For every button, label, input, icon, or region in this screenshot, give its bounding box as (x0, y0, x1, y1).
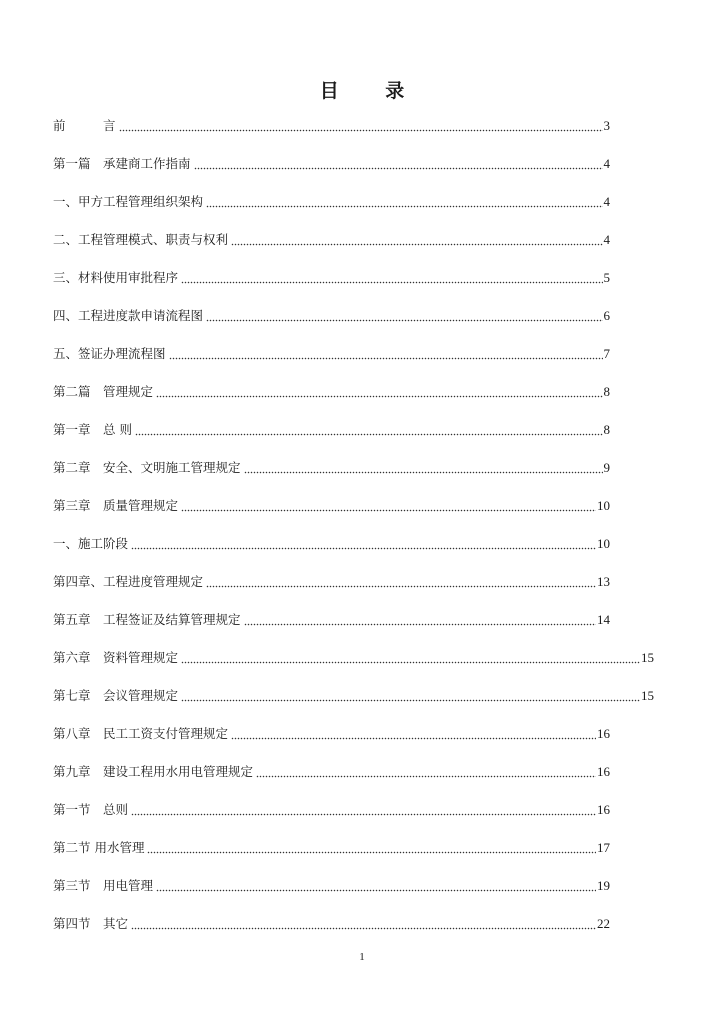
toc-dot-leader (206, 572, 596, 592)
toc-dot-leader (181, 496, 596, 516)
toc-entry[interactable] (53, 800, 610, 820)
toc-entry-page: 3 (603, 118, 610, 133)
toc-entry-label: 第二节 用水管理 (53, 840, 145, 855)
toc-dot-leader (135, 420, 603, 440)
toc-entry[interactable] (53, 268, 610, 288)
toc-dot-leader (244, 610, 596, 630)
toc-entry-label: 第四章、工程进度管理规定 (53, 574, 204, 589)
toc-entry[interactable] (53, 572, 610, 592)
toc-dot-leader (156, 876, 596, 896)
toc-entry-page: 16 (597, 764, 610, 779)
toc-entry-label: 第一节 总则 (53, 802, 129, 817)
toc-dot-leader (131, 800, 596, 820)
toc-entry-page: 4 (603, 194, 610, 209)
toc-entry[interactable] (53, 306, 610, 326)
toc-entry-page: 6 (603, 308, 610, 323)
toc-entry-label: 第六章 资料管理规定 (53, 650, 179, 665)
toc-entry-label: 前 言 (53, 118, 116, 133)
toc-entry[interactable] (53, 420, 610, 440)
toc-dot-leader (131, 534, 596, 554)
toc-entry[interactable] (53, 610, 610, 630)
toc-dot-leader (256, 762, 596, 782)
toc-entry-label: 一、甲方工程管理组织架构 (53, 194, 204, 209)
toc-entry-label: 第七章 会议管理规定 (53, 688, 179, 703)
toc-dot-leader (156, 382, 602, 402)
toc-entry-page: 8 (603, 384, 610, 399)
page-title: 目 录 (319, 80, 425, 102)
toc-entry-label: 第三节 用电管理 (53, 878, 154, 893)
toc-entry[interactable] (53, 724, 610, 744)
toc-entry-label: 第二篇 管理规定 (53, 384, 154, 399)
toc-entry[interactable] (53, 914, 610, 934)
toc-dot-leader (181, 268, 602, 288)
toc-dot-leader (206, 306, 602, 326)
toc-entry-label: 五、签证办理流程图 (53, 346, 166, 361)
toc-entry-label: 三、材料使用审批程序 (53, 270, 179, 285)
toc-entry[interactable] (53, 686, 654, 706)
toc-dot-leader (181, 686, 640, 706)
toc-entry-page: 17 (597, 840, 610, 855)
toc-entry[interactable] (53, 496, 610, 516)
toc-entry-label: 第四节 其它 (53, 916, 129, 931)
toc-entry-label: 第三章 质量管理规定 (53, 498, 179, 513)
toc-dot-leader (119, 116, 603, 136)
toc-entry[interactable] (53, 876, 610, 896)
toc-entry-page: 10 (597, 536, 610, 551)
toc-entry-label: 第一篇 承建商工作指南 (53, 156, 191, 171)
toc-entry-label: 第一章 总 则 (53, 422, 132, 437)
toc-entry-page: 16 (597, 802, 610, 817)
toc-entry-page: 9 (603, 460, 610, 475)
toc-entry-page: 15 (641, 688, 654, 703)
toc-entry-label: 第九章 建设工程用水用电管理规定 (53, 764, 254, 779)
toc-entry-label: 一、施工阶段 (53, 536, 129, 551)
toc-entry-label: 二、工程管理模式、职责与权利 (53, 232, 229, 247)
toc-entry[interactable] (53, 648, 654, 668)
toc-entry-page: 10 (597, 498, 610, 513)
toc-entry-label: 第八章 民工工资支付管理规定 (53, 726, 229, 741)
page-number: 1 (359, 951, 365, 963)
toc-entry[interactable] (53, 762, 610, 782)
toc-dot-leader (231, 724, 596, 744)
toc-entry[interactable] (53, 230, 610, 250)
toc-entry-page: 19 (597, 878, 610, 893)
toc-entry[interactable] (53, 116, 610, 136)
toc-dot-leader (194, 154, 603, 174)
toc-entry-page: 7 (603, 346, 610, 361)
toc-entry-page: 15 (641, 650, 654, 665)
toc-entry-page: 13 (597, 574, 610, 589)
toc-entry[interactable] (53, 838, 610, 858)
toc-entry[interactable] (53, 192, 610, 212)
toc-entry[interactable] (53, 344, 610, 364)
toc-entry-label: 第二章 安全、文明施工管理规定 (53, 460, 241, 475)
toc-entry-page: 5 (603, 270, 610, 285)
toc-entry-page: 4 (603, 156, 610, 171)
toc-dot-leader (181, 648, 640, 668)
toc-entry-page: 22 (597, 916, 610, 931)
toc-entry[interactable] (53, 154, 610, 174)
toc-dot-leader (244, 458, 603, 478)
toc-dot-leader (131, 914, 596, 934)
toc-entry[interactable] (53, 382, 610, 402)
toc-dot-leader (231, 230, 602, 250)
toc-entry-label: 四、工程进度款申请流程图 (53, 308, 204, 323)
toc-entry-page: 4 (603, 232, 610, 247)
toc-entry-label: 第五章 工程签证及结算管理规定 (53, 612, 241, 627)
toc-dot-leader (147, 838, 596, 858)
toc-entry-page: 14 (597, 612, 610, 627)
toc-entry-page: 16 (597, 726, 610, 741)
toc-entry-page: 8 (603, 422, 610, 437)
toc-entry[interactable] (53, 458, 610, 478)
toc-dot-leader (206, 192, 602, 212)
toc-entry[interactable] (53, 534, 610, 554)
toc-dot-leader (169, 344, 603, 364)
